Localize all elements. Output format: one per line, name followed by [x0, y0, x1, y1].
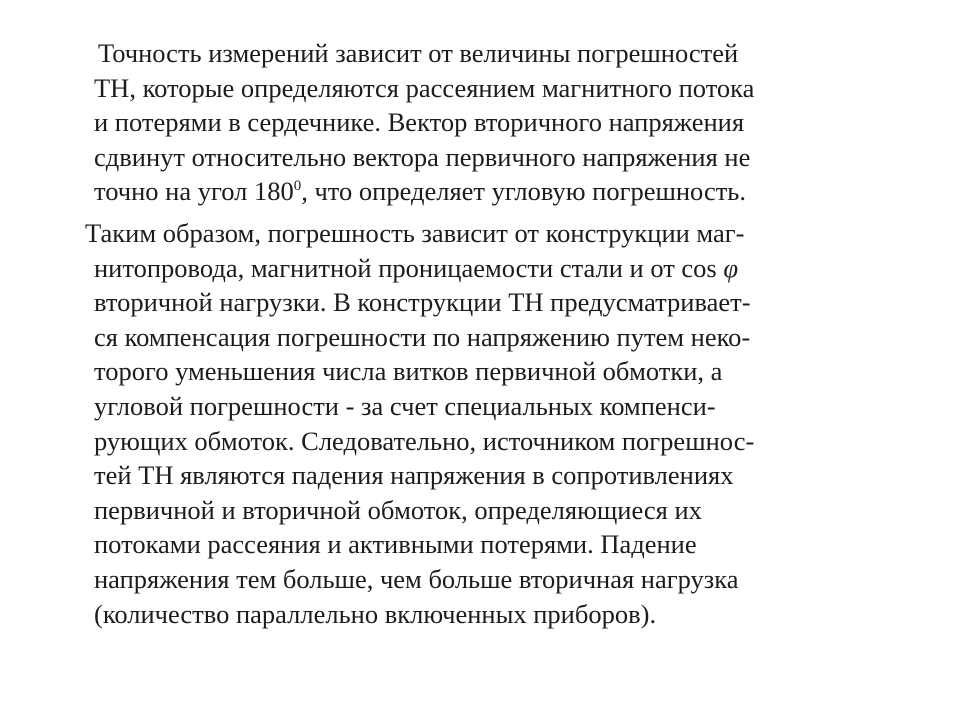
angle-text-rest: , что определяет угловую погрешность.	[301, 176, 747, 207]
text-line: ТН, которые определяются рассеянием магнитного потока	[94, 72, 755, 103]
text-line: торого уменьшения числа витков первичной обмотки, а	[94, 356, 723, 387]
paragraph-error-sources	[85, 216, 914, 631]
text-line: (количество параллельно включенных приборов).	[94, 598, 657, 629]
text-line: напряжения тем больше, чем больше вторичная нагрузка	[94, 563, 739, 594]
text-line: и потерями в сердечнике. Вектор вторичного напряжения	[94, 107, 745, 138]
text-line: сдвинут относительно вектора первичного напряжения не	[94, 141, 751, 172]
text-line: вторичной нагрузки. В конструкции ТН предусматривает-	[94, 287, 751, 318]
text-line: Точность измерений зависит от величины погрешностей	[98, 38, 739, 68]
text-line-angle	[94, 174, 914, 209]
degree-superscript: 0	[293, 178, 302, 195]
angle-text: точно на угол 180	[94, 176, 294, 207]
text-line: тей ТН являются падения напряжения в сопротивлениях	[94, 460, 734, 491]
cos-text: нитопровода, магнитной проницаемости стали и от cos	[94, 252, 724, 283]
text-line: Таким образом, погрешность зависит от конструкции маг-	[85, 218, 745, 248]
text-line: рующих обмоток. Следовательно, источником погрешнос-	[94, 425, 755, 456]
phi-symbol: φ	[723, 252, 739, 283]
text-line: первичной и вторичной обмоток, определяющиеся их	[94, 494, 702, 525]
paragraph-accuracy	[94, 36, 914, 209]
text-line: ся компенсация погрешности по напряжению путем неко-	[94, 321, 751, 352]
text-line: угловой погрешности - за счет специальных компенси-	[94, 390, 716, 421]
text-line-cos-phi	[94, 251, 914, 286]
text-line: потоками рассеяния и активными потерями. Падение	[94, 529, 697, 560]
